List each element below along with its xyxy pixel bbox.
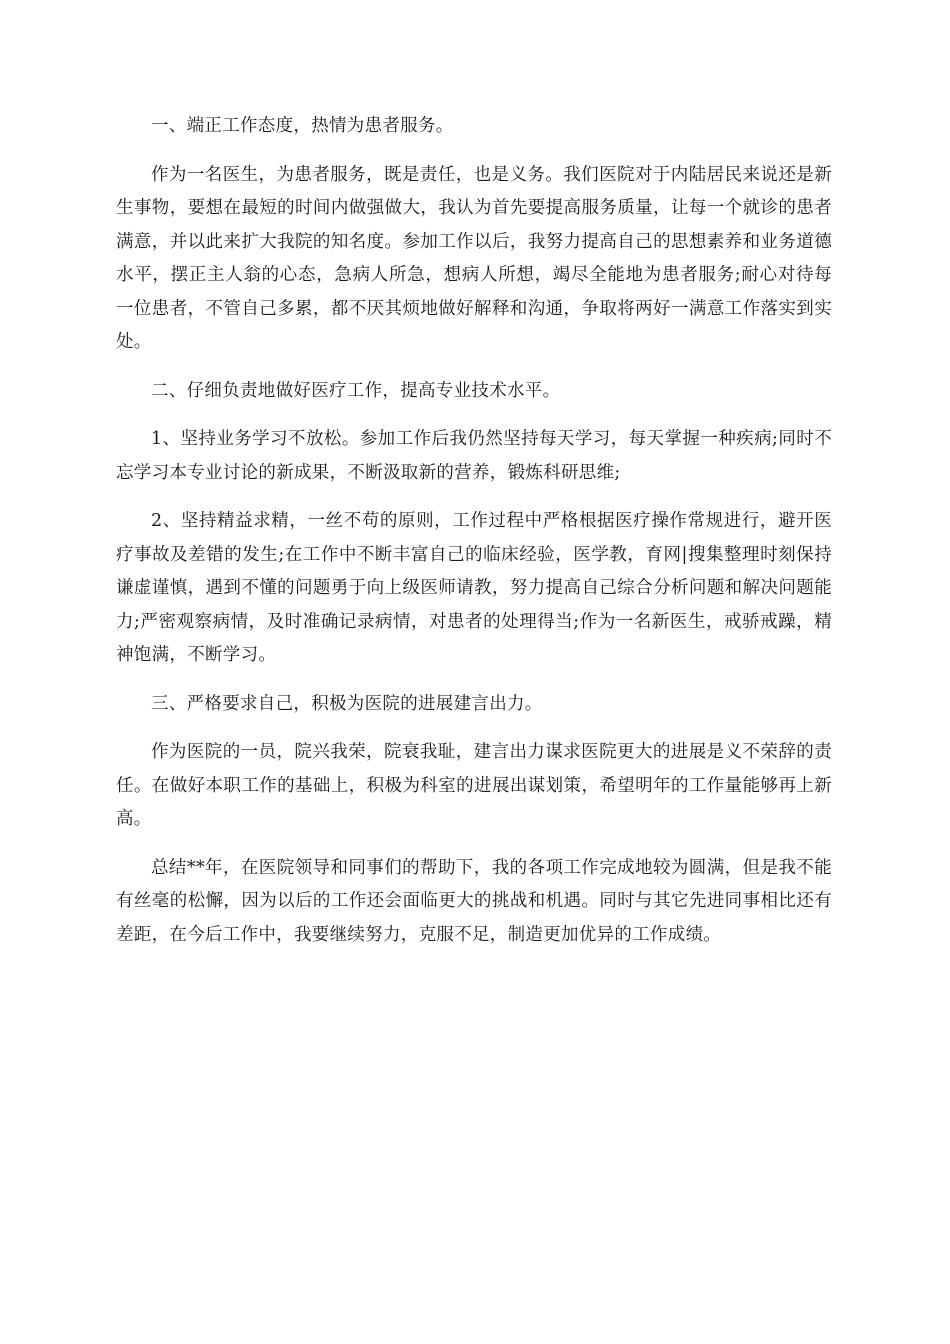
section-heading-1: 一、端正工作态度，热情为患者服务。	[151, 116, 454, 136]
section-heading-2: 二、仔细负责地做好医疗工作，提高专业技术水平。	[151, 380, 561, 401]
body-paragraph: 作为一名医生，为患者服务，既是责任，也是义务。我们医院对于内陆居民来说还是新生事物，要想在最短的时间内做强做大，我认为首先要提高服务质量，让每一个就诊的患者满意，并以此来扩大我院的知名度。参加工作以后，我努力提高自己的思想素养和业务道德水平，摆正主人翁的心态，急病人所急，想病人所想，竭尽全能地为患者服务;耐心对待每一位患者，不管自己多累，都不厌其烦地做好解释和沟通，争取将两好一满意工作落实到实处。	[116, 164, 832, 352]
body-paragraph: 1、坚持业务学习不放松。参加工作后我仍然坚持每天学习，每天掌握一种疾病;同时不忘学习本专业讨论的新成果，不断汲取新的营养，锻炼科研思维;	[116, 429, 832, 483]
section-heading-3: 三、严格要求自己，积极为医院的进展建言出力。	[151, 693, 543, 714]
body-paragraph: 2、坚持精益求精，一丝不苟的原则，工作过程中严格根据医疗操作常规进行，避开医疗事故及差错的发生;在工作中不断丰富自己的临床经验，医学教，育网|搜集整理时刻保持谦虚谨慎，遇到不懂的问题勇于向上级医师请教，努力提高自己综合分析问题和解决问题能力;严密观察病情，及时准确记录病情，对患者的处理得当;作为一名新医生，戒骄戒躁，精神饱满，不断学习。	[116, 511, 832, 665]
body-paragraph: 作为医院的一员，院兴我荣，院衰我耻，建言出力谋求医院更大的进展是义不荣辞的责任。在做好本职工作的基础上，积极为科室的进展出谋划策，希望明年的工作量能够再上新高。	[116, 742, 832, 829]
document-body	[116, 110, 832, 967]
closing-paragraph: 总结**年，在医院领导和同事们的帮助下，我的各项工作完成地较为圆满，但是我不能有丝毫的松懈，因为以后的工作还会面临更大的挑战和机遇。同时与其它先进同事相比还有差距，在今后工作中，我要继续努力，克服不足，制造更加优异的工作成绩。	[116, 857, 832, 945]
